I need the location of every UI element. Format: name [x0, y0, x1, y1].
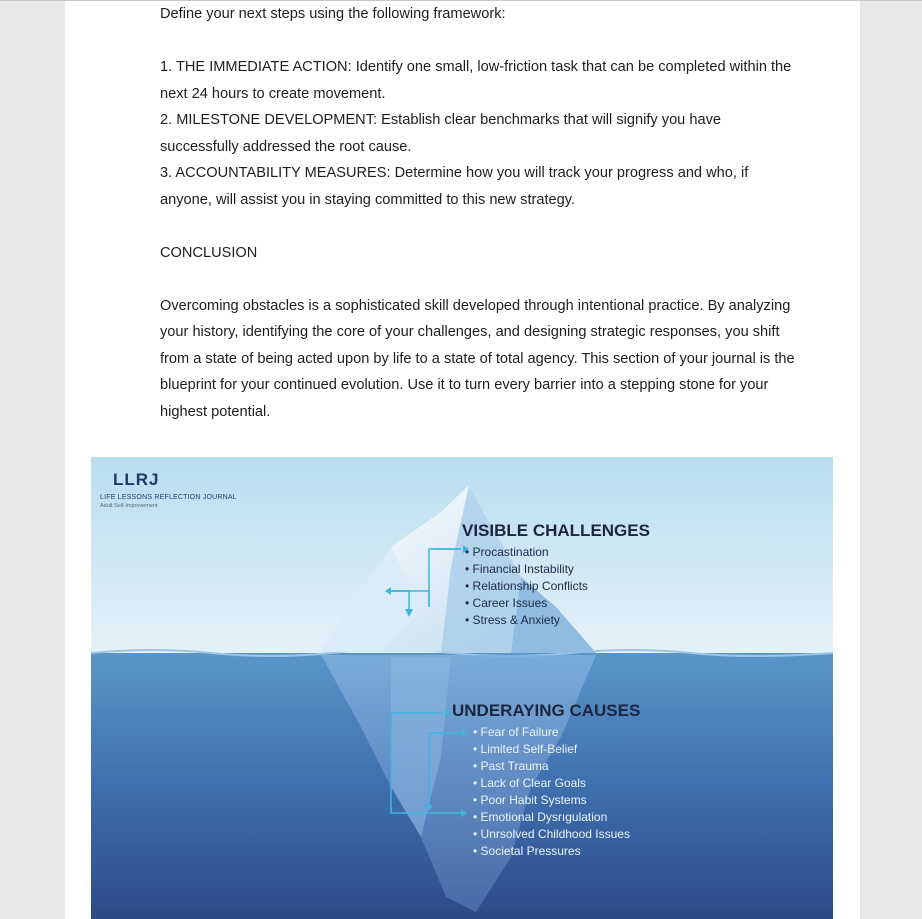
conclusion-paragraph: Overcoming obstacles is a sophisticated skill developed through intentional practice. By analyzing your history, identifying the core of your challenges, and designing strategic responses, you shift from a state of being acted upon by life to a state of total agency. This section of your journal is the blueprint for your continued evolution. Use it to turn every barrier into a stepping stone for your highest potential. — [160, 297, 795, 420]
list-item: • Emotional Dysrıgulation — [473, 809, 630, 826]
underlying-causes-list — [473, 724, 630, 860]
list-item: • Past Trauma — [473, 758, 630, 775]
iceberg-infographic — [91, 457, 833, 919]
list-item: • Career Issues — [465, 595, 588, 612]
list-item: • Fear of Failure — [473, 724, 630, 741]
list-item: • Unrsolved Childhood Issues — [473, 826, 630, 843]
document-page — [65, 1, 860, 919]
step-milestone-development: 2. MILESTONE DEVELOPMENT: Establish clear benchmarks that will signify you have successfully addressed the root cause. — [160, 112, 721, 155]
list-item: • Limited Self-Belief — [473, 741, 630, 758]
logo-subtitle: Adult Self-Improvement — [100, 503, 158, 509]
intro-paragraph: Define your next steps using the following framework: — [160, 6, 506, 22]
step-immediate-action: 1. THE IMMEDIATE ACTION: Identify one small, low-friction task that can be completed within the next 24 hours to create movement. — [160, 59, 792, 102]
list-item: • Societal Pressures — [473, 843, 630, 860]
list-item: • Poor Habit Systems — [473, 792, 630, 809]
conclusion-heading: CONCLUSION — [160, 244, 258, 261]
llrj-logo: LLRJ — [113, 470, 160, 489]
visible-challenges-list — [465, 544, 588, 629]
document-text — [160, 1, 800, 425]
underlying-causes-heading: UNDERAYING CAUSES — [452, 701, 641, 720]
list-item: • Relationship Conflicts — [465, 578, 588, 595]
step-accountability-measures: 3. ACCOUNTABILITY MEASURES: Determine how you will track your progress and who, if anyone, will assist you in staying committed to this new strategy. — [160, 165, 749, 208]
logo-title: LIFE LESSONS REFLECTION JOURNAL — [100, 494, 237, 501]
list-item: • Financial Instability — [465, 561, 588, 578]
list-item: • Stress & Anxiety — [465, 612, 588, 629]
list-item: • Lack of Clear Goals — [473, 775, 630, 792]
list-item: • Procastination — [465, 544, 588, 561]
visible-challenges-heading: VISIBLE CHALLENGES — [462, 521, 650, 540]
